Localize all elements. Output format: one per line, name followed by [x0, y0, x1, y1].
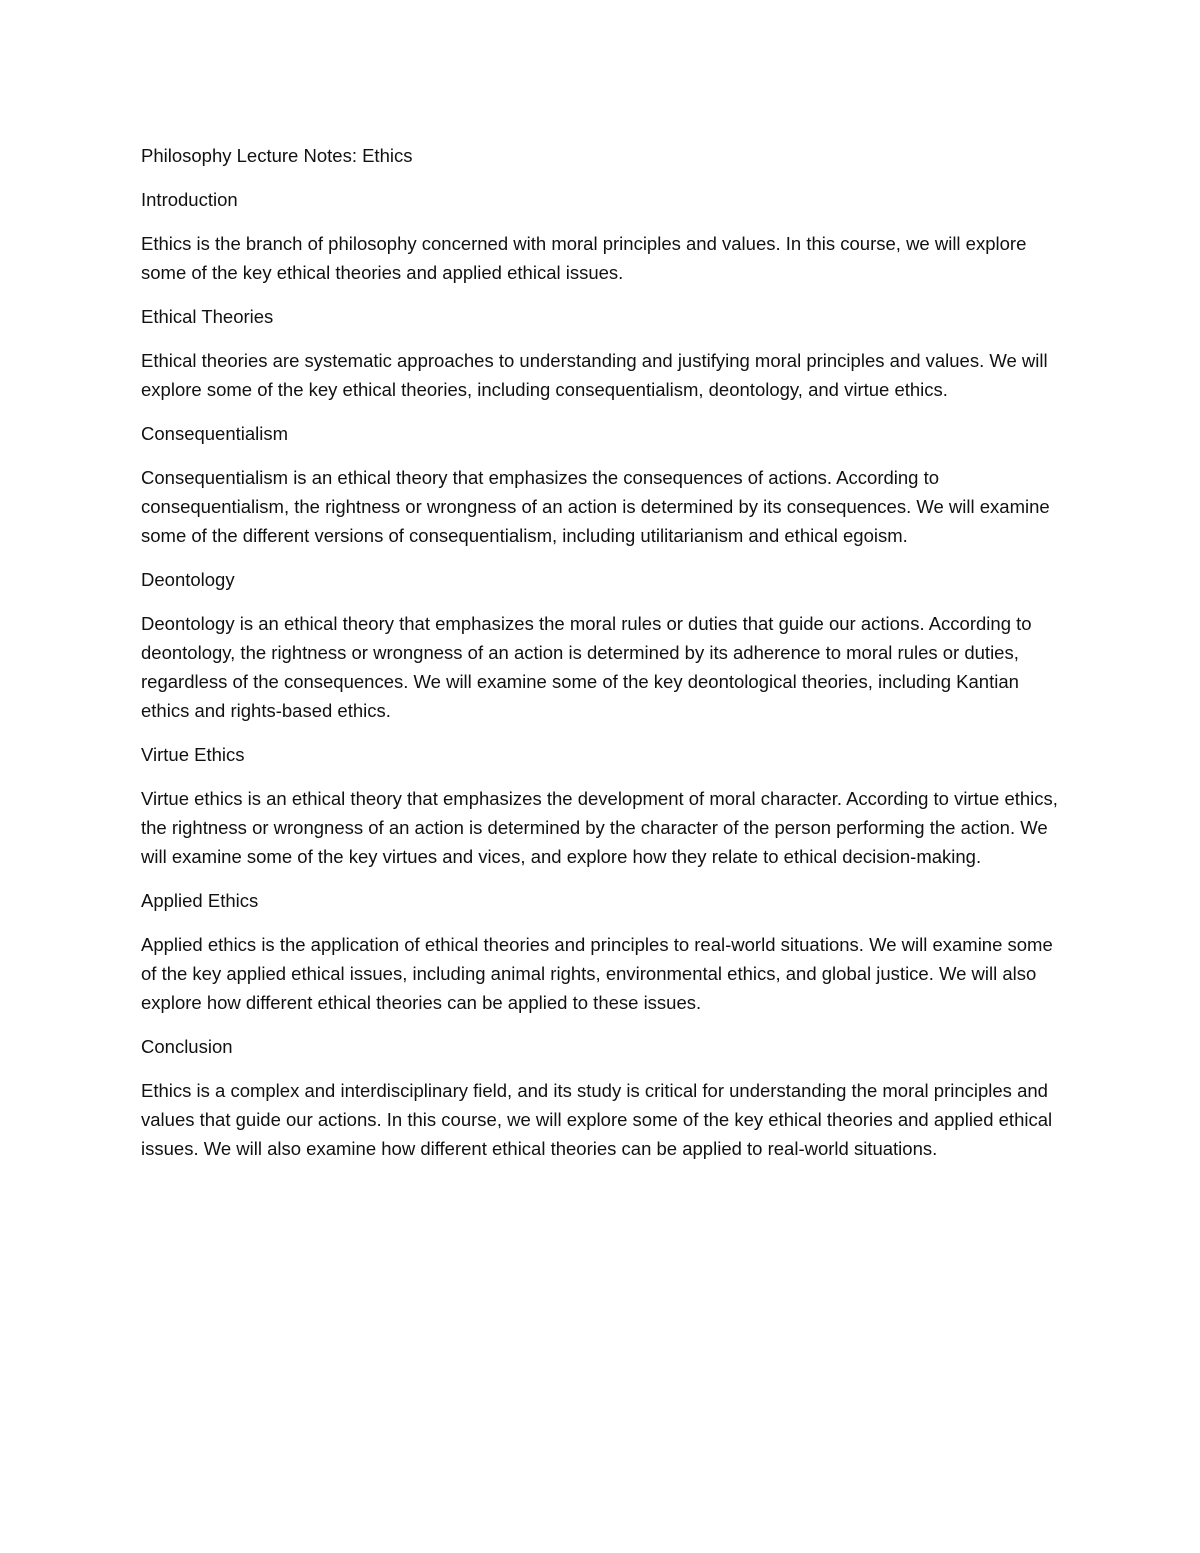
section-heading-deontology: Deontology: [141, 569, 235, 590]
section-body-ethical-theories: Ethical theories are systematic approaches to understanding and justifying moral principles and values. We will explore some of the key ethical theories, including consequentialism, deontology, and virtue ethics.: [141, 350, 1048, 400]
section-body-consequentialism: Consequentialism is an ethical theory that emphasizes the consequences of actions. According to consequentialism, the rightness or wrongness of an action is determined by its consequences. We will examine some of the different versions of consequentialism, including utilitarianism and ethical egoism.: [141, 467, 1050, 546]
section-heading-ethical-theories: Ethical Theories: [141, 306, 274, 327]
section-body-applied-ethics: Applied ethics is the application of ethical theories and principles to real-world situations. We will examine some of the key applied ethical issues, including animal rights, environmental ethics, and global justice. We will also explore how different ethical theories can be applied to these issues.: [141, 934, 1053, 1013]
section-heading-virtue-ethics: Virtue Ethics: [141, 744, 245, 765]
section-body-introduction: Ethics is the branch of philosophy concerned with moral principles and values. In this course, we will explore some of the key ethical theories and applied ethical issues.: [141, 233, 1027, 283]
document-body: [141, 141, 1066, 1178]
section-heading-consequentialism: Consequentialism: [141, 423, 289, 444]
section-heading-conclusion: Conclusion: [141, 1036, 233, 1057]
section-body-deontology: Deontology is an ethical theory that emphasizes the moral rules or duties that guide our actions. According to deontology, the rightness or wrongness of an action is determined by its adherence to moral rules or duties, regardless of the consequences. We will examine some of the key deontological theories, including Kantian ethics and rights-based ethics.: [141, 613, 1032, 721]
section-body-conclusion: Ethics is a complex and interdisciplinary field, and its study is critical for understanding the moral principles and values that guide our actions. In this course, we will explore some of the key ethical theories and applied ethical issues. We will also examine how different ethical theories can be applied to real-world situations.: [141, 1080, 1053, 1159]
section-heading-applied-ethics: Applied Ethics: [141, 890, 259, 911]
section-body-virtue-ethics: Virtue ethics is an ethical theory that emphasizes the development of moral character. According to virtue ethics, the rightness or wrongness of an action is determined by the character of the person performing the action. We will examine some of the key virtues and vices, and explore how they relate to ethical decision-making.: [141, 788, 1058, 867]
document-title: Philosophy Lecture Notes: Ethics: [141, 145, 413, 166]
section-heading-introduction: Introduction: [141, 189, 238, 210]
